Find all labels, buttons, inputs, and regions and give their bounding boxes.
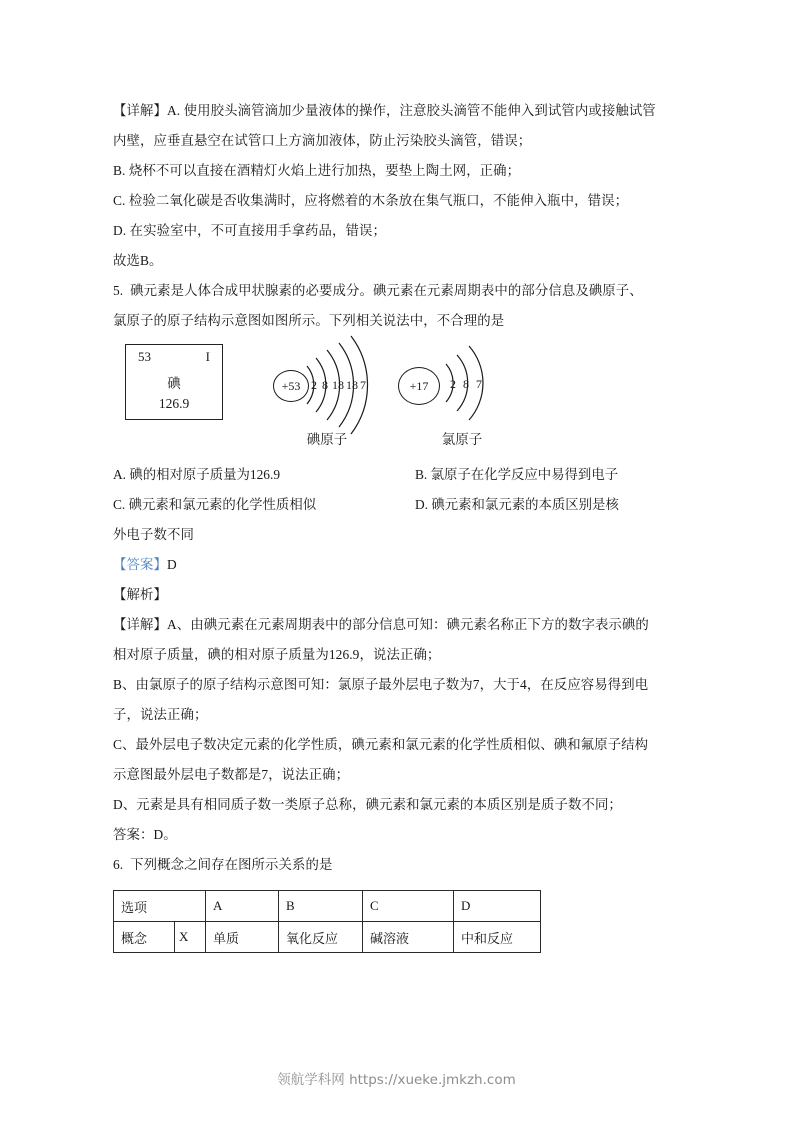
- option-a[interactable]: A. 碘的相对原子质量为126.9: [113, 467, 281, 482]
- table-cell-c: 碱溶液: [363, 922, 454, 953]
- shell-electron-count: 7: [360, 378, 366, 392]
- option-b[interactable]: B. 氯原子在化学反应中易得到电子: [415, 467, 619, 482]
- shell-electron-count: 2: [450, 377, 456, 391]
- detail-line: C、最外层电子数决定元素的化学性质，碘元素和氯元素的化学性质相似、碘和氟原子结构: [113, 737, 649, 752]
- explanation-line: 故选B。: [113, 253, 163, 268]
- nucleus-charge: +17: [398, 367, 440, 405]
- option-d-wrap: 外电子数不同: [113, 527, 194, 542]
- table-header-option: 选项: [114, 891, 206, 922]
- atom-label: 氯原子: [441, 432, 483, 447]
- question-6: [113, 850, 681, 953]
- chlorine-atom-diagram: [398, 340, 518, 452]
- detail-line: 【详解】A、由碘元素在元素周期表中的部分信息可知：碘元素名称正下方的数字表示碘的: [113, 617, 649, 632]
- table-row: [114, 922, 541, 953]
- shell-electron-count: 7: [476, 377, 482, 391]
- option-c[interactable]: C. 碘元素和氯元素的化学性质相似: [113, 497, 317, 512]
- concept-table-wrapper: [113, 890, 681, 953]
- table-header-b: B: [279, 891, 363, 922]
- explanation-line: C. 检验二氧化碳是否收集满时，应将燃着的木条放在集气瓶口，不能伸入瓶中，错误；: [113, 193, 629, 208]
- question-5: [113, 276, 681, 850]
- explanation-line: 【详解】A. 使用胶头滴管滴加少量液体的操作，注意胶头滴管不能伸入到试管内或接触试管: [113, 103, 656, 118]
- element-info-box: [125, 344, 223, 420]
- shell-electron-count: 18: [346, 378, 358, 392]
- table-cell-b: 氧化反应: [279, 922, 363, 953]
- table-cell-concept: 概念: [114, 922, 175, 953]
- table-cell-a: 单质: [206, 922, 279, 953]
- detail-line: B、由氯原子的原子结构示意图可知：氯原子最外层电子数为7，大于4，在反应容易得到电: [113, 677, 649, 692]
- detail-line: 子，说法正确；: [113, 707, 208, 722]
- question-5-stem-line-2: 氯原子的原子结构示意图如图所示。下列相关说法中，不合理的是: [113, 313, 505, 328]
- option-row: [113, 460, 681, 490]
- table-cell-d: 中和反应: [454, 922, 541, 953]
- answer-value: D: [166, 557, 177, 572]
- analysis-label: 【解析】: [113, 587, 167, 602]
- table-header-d: D: [454, 891, 541, 922]
- detail-line: D、元素是具有相同质子数一类原子总称，碘元素和氯元素的本质区别是质子数不同；: [113, 797, 622, 812]
- table-row: [114, 891, 541, 922]
- atomic-number: 53: [138, 349, 151, 364]
- element-box-top-row: [126, 349, 222, 365]
- table-cell-x: X: [175, 922, 206, 953]
- concept-table: [113, 890, 541, 953]
- element-symbol: I: [205, 349, 210, 364]
- detail-line: 相对原子质量，碘的相对原子质量为126.9，说法正确；: [113, 647, 441, 662]
- footer-site-name: 领航学科网: [277, 1072, 345, 1088]
- relative-atomic-mass: 126.9: [158, 396, 190, 411]
- answer-row: [113, 550, 681, 580]
- option-d[interactable]: D. 碘元素和氯元素的本质区别是核: [415, 497, 619, 512]
- explanation-line: 内壁，应垂直悬空在试管口上方滴加液体，防止污染胶头滴管，错误；: [113, 133, 532, 148]
- iodine-atom-diagram: [273, 340, 413, 452]
- option-row: [113, 490, 681, 520]
- explanation-line: B. 烧杯不可以直接在酒精灯火焰上进行加热，要垫上陶土网，正确；: [113, 163, 521, 178]
- table-header-a: A: [206, 891, 279, 922]
- shell-electron-count: 8: [463, 377, 469, 391]
- shell-electron-count: 8: [322, 378, 328, 392]
- document-body: [113, 96, 681, 953]
- question-5-stem-line-1: 5. 碘元素是人体合成甲状腺素的必要成分。碘元素在元素周期表中的部分信息及碘原子、: [113, 283, 643, 298]
- answer-label: 【答案】: [113, 557, 167, 572]
- atom-label: 碘原子: [306, 432, 348, 447]
- detail-line: 答案：D。: [113, 827, 177, 842]
- detail-line: 示意图最外层电子数都是7，说法正确；: [113, 767, 350, 782]
- question-6-stem: 6. 下列概念之间存在图所示关系的是: [113, 857, 333, 872]
- explanation-q4: [113, 96, 681, 276]
- footer-url[interactable]: https://xueke.jmkzh.com: [349, 1072, 516, 1088]
- table-header-c: C: [363, 891, 454, 922]
- shell-electron-count: 2: [311, 378, 317, 392]
- nucleus-charge: +53: [273, 370, 309, 402]
- element-name: 碘: [167, 376, 181, 391]
- page-footer: [0, 1068, 793, 1088]
- question-5-figure: [113, 340, 681, 460]
- explanation-line: D. 在实验室中，不可直接用手拿药品，错误；: [113, 223, 386, 238]
- shell-electron-count: 18: [332, 378, 344, 392]
